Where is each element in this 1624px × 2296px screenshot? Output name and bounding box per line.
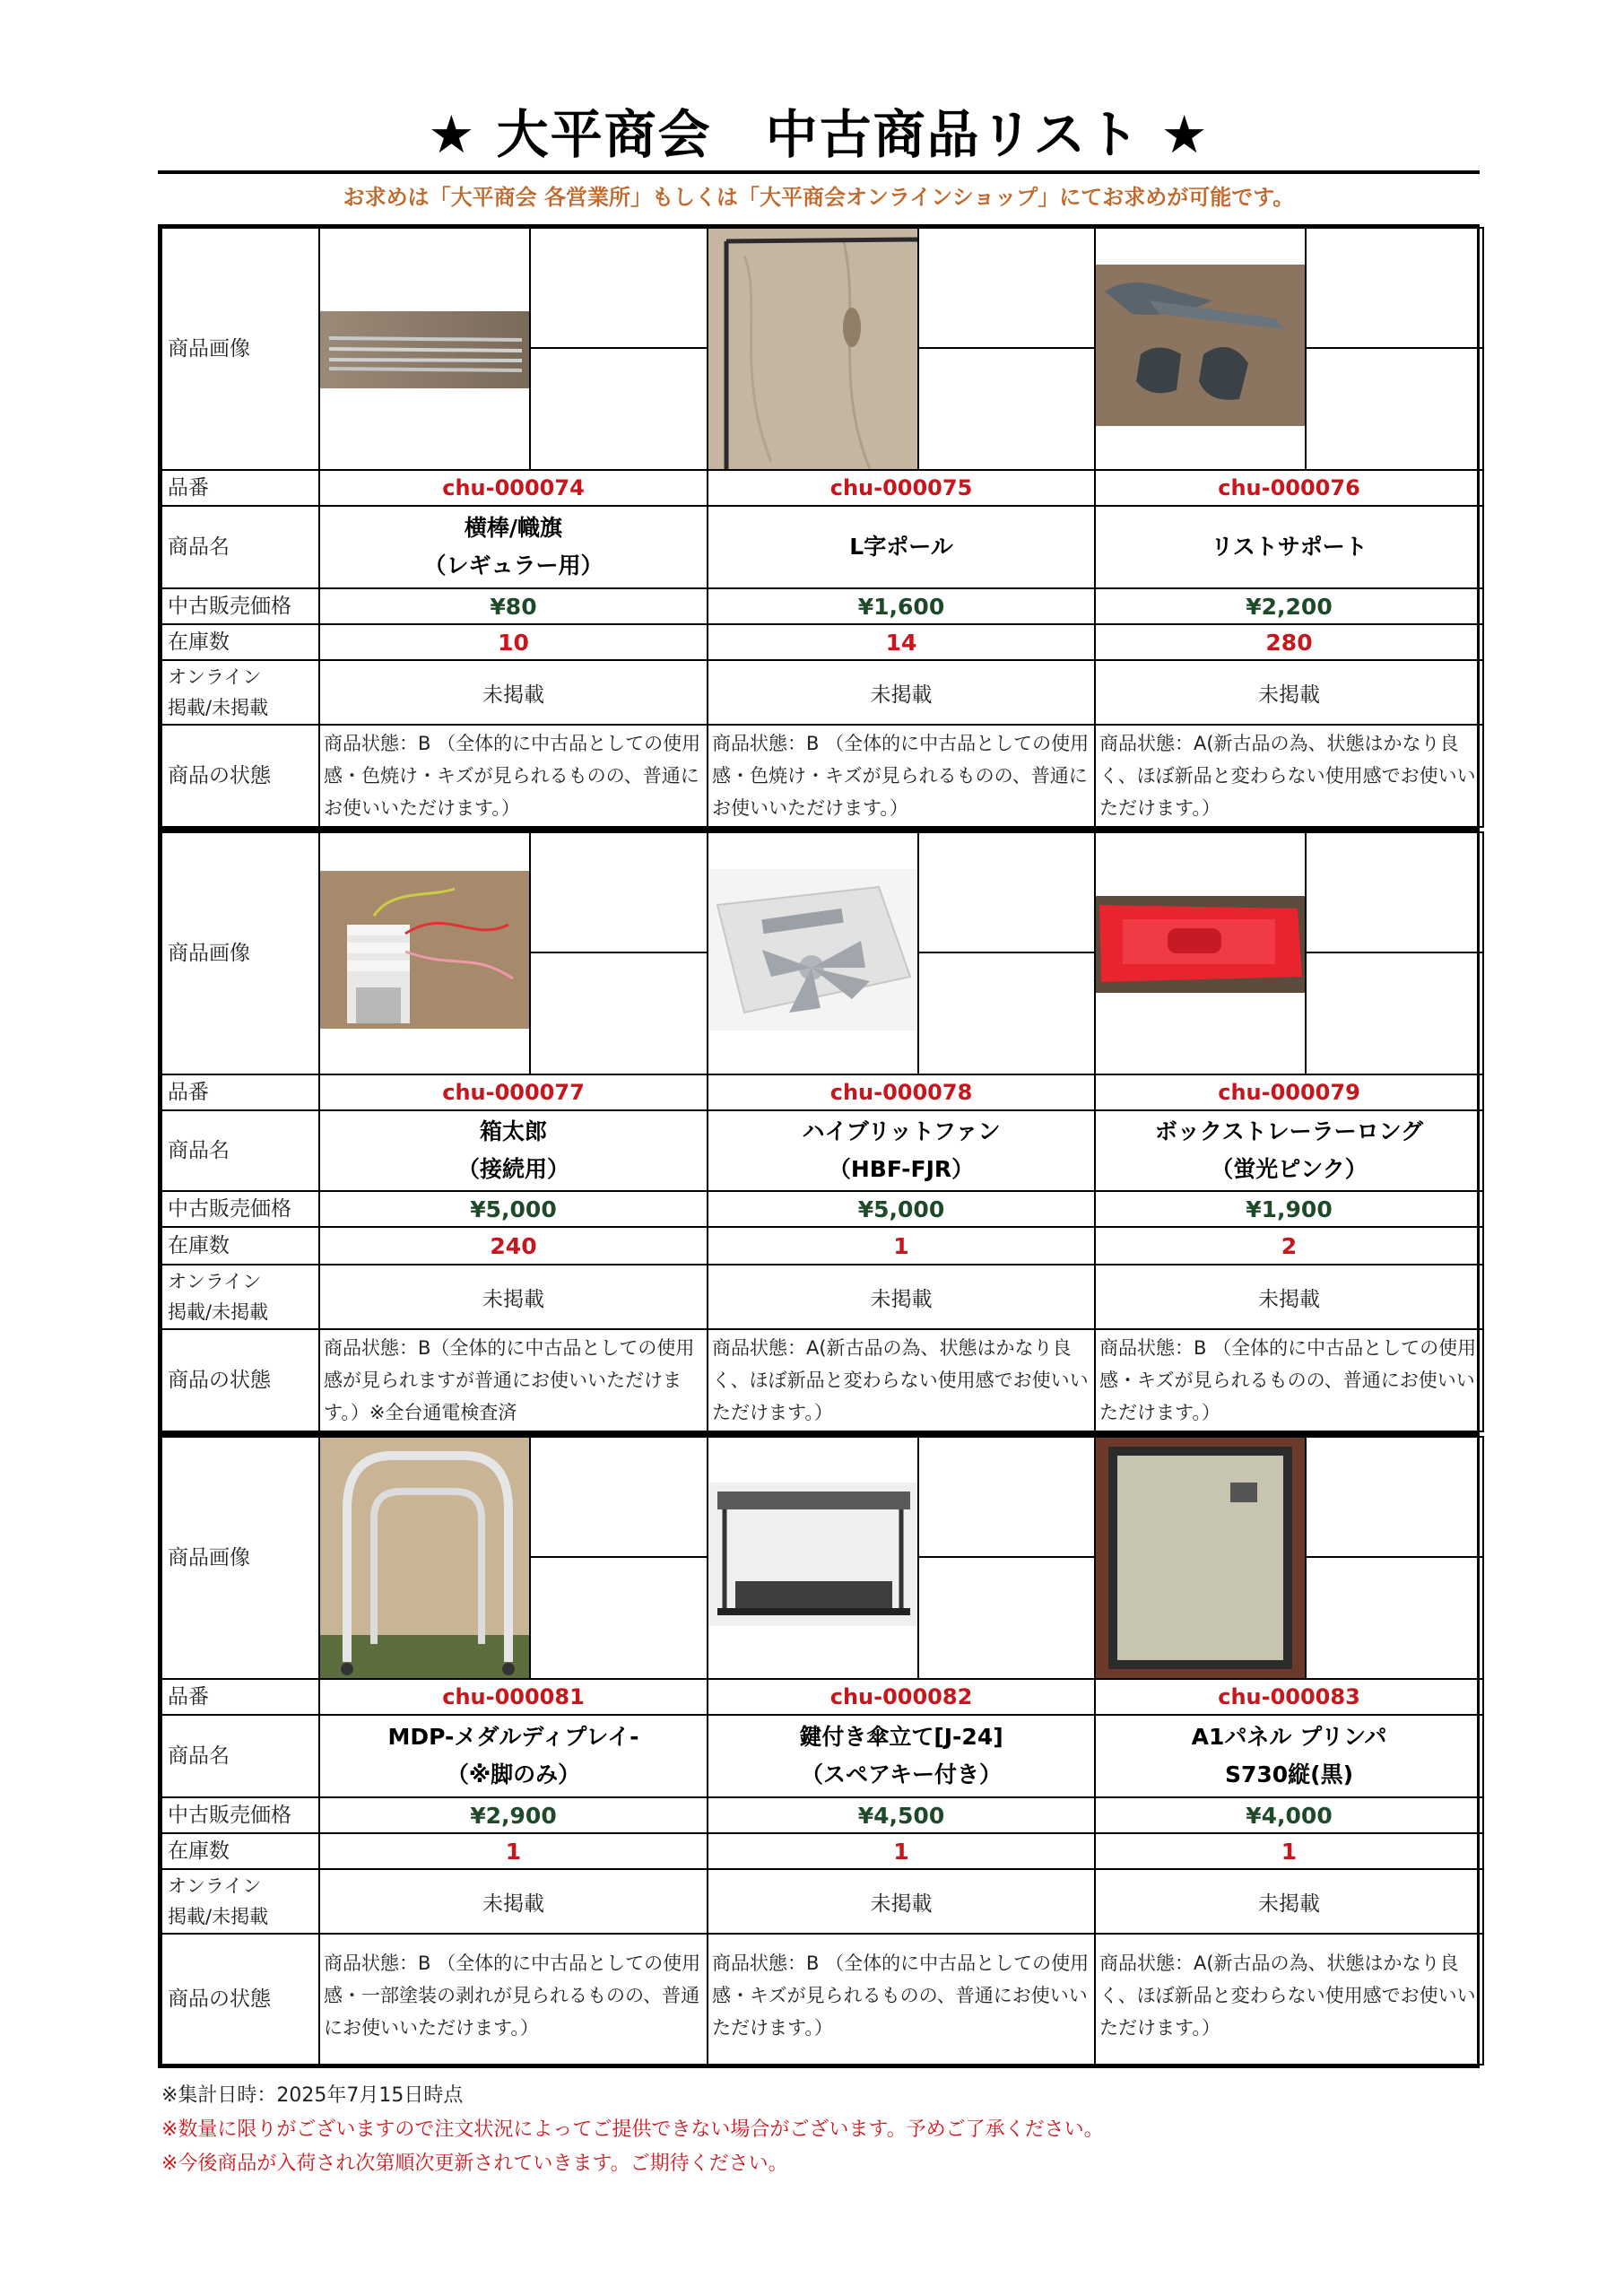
page-subtitle: お求めは「大平商会 各営業所」もしくは「大平商会オンラインショップ」にてお求めが可能です。 bbox=[343, 185, 1295, 210]
product-stock: 1 bbox=[319, 1833, 708, 1869]
product-condition: 商品状態：B（全体的に中古品としての使用感が見られますが普通にお使いいただけます。）※全台通電検査済 bbox=[319, 1329, 708, 1431]
label-name: 商品名 bbox=[161, 1715, 319, 1797]
product-photo-l-pole bbox=[708, 229, 917, 469]
product-block-1 bbox=[158, 224, 1480, 831]
product-code: chu-000081 bbox=[319, 1679, 708, 1715]
product-stock: 240 bbox=[319, 1227, 708, 1265]
note-updates: ※今後商品が入荷され次第順次更新されていきます。ご期待ください。 bbox=[161, 2152, 788, 2175]
label-price: 中古販売価格 bbox=[161, 1191, 319, 1227]
product-stock: 1 bbox=[708, 1833, 1095, 1869]
product-name: ハイブリットファン （HBF-FJR） bbox=[708, 1110, 1095, 1191]
product-photo-hakotaro bbox=[320, 871, 529, 1029]
product-photo-wrist-support bbox=[1096, 265, 1305, 426]
product-condition: 商品状態：A(新古品の為、状態はかなり良く、ほぼ新品と変わらない使用感でお使いいただけます。） bbox=[708, 1329, 1095, 1431]
label-condition: 商品の状態 bbox=[161, 1329, 319, 1431]
product-code: chu-000082 bbox=[708, 1679, 1095, 1715]
product-code: chu-000076 bbox=[1095, 470, 1483, 506]
product-image-cell bbox=[1095, 832, 1483, 1074]
label-stock: 在庫数 bbox=[161, 624, 319, 660]
product-stock: 10 bbox=[319, 624, 708, 660]
product-condition: 商品状態：B （全体的に中古品としての使用感・一部塗装の剥れが見られるものの、普通にお使いいただけます。） bbox=[319, 1934, 708, 2065]
label-image: 商品画像 bbox=[161, 832, 319, 1074]
label-online: オンライン 掲載/未掲載 bbox=[161, 660, 319, 725]
note-limited-quantity: ※数量に限りがございますので注文状況によってご提供できない場合がございます。予めご了承ください。 bbox=[161, 2118, 1104, 2141]
product-online-status: 未掲載 bbox=[319, 1869, 708, 1934]
product-name: ボックストレーラーロング （蛍光ピンク） bbox=[1095, 1110, 1483, 1191]
product-online-status: 未掲載 bbox=[1095, 1265, 1483, 1329]
product-price: ¥2,900 bbox=[319, 1797, 708, 1833]
product-price: ¥2,200 bbox=[1095, 588, 1483, 624]
product-stock: 280 bbox=[1095, 624, 1483, 660]
label-name: 商品名 bbox=[161, 506, 319, 588]
product-condition: 商品状態：B （全体的に中古品としての使用感・キズが見られるものの、普通にお使いいただけます。） bbox=[1095, 1329, 1483, 1431]
product-code: chu-000079 bbox=[1095, 1074, 1483, 1110]
product-price: ¥4,000 bbox=[1095, 1797, 1483, 1833]
product-online-status: 未掲載 bbox=[708, 1869, 1095, 1934]
title-underline bbox=[158, 170, 1480, 174]
product-photo-medal-display bbox=[320, 1438, 529, 1678]
product-online-status: 未掲載 bbox=[1095, 1869, 1483, 1934]
label-online: オンライン 掲載/未掲載 bbox=[161, 1265, 319, 1329]
product-stock: 2 bbox=[1095, 1227, 1483, 1265]
label-name: 商品名 bbox=[161, 1110, 319, 1191]
product-name: L字ポール bbox=[708, 506, 1095, 588]
label-stock: 在庫数 bbox=[161, 1833, 319, 1869]
product-image-cell bbox=[1095, 1437, 1483, 1679]
product-condition: 商品状態：B （全体的に中古品としての使用感・キズが見られるものの、普通にお使いいただけます。） bbox=[708, 1934, 1095, 2065]
label-code: 品番 bbox=[161, 1074, 319, 1110]
label-stock: 在庫数 bbox=[161, 1227, 319, 1265]
product-image-cell bbox=[319, 228, 708, 470]
product-price: ¥1,900 bbox=[1095, 1191, 1483, 1227]
product-condition: 商品状態：B （全体的に中古品としての使用感・色焼け・キズが見られるものの、普通にお使いいただけます。） bbox=[319, 725, 708, 827]
label-price: 中古販売価格 bbox=[161, 588, 319, 624]
product-photo-a1-panel bbox=[1096, 1438, 1305, 1678]
product-stock: 1 bbox=[708, 1227, 1095, 1265]
product-condition: 商品状態：A(新古品の為、状態はかなり良く、ほぼ新品と変わらない使用感でお使いいただけます。） bbox=[1095, 1934, 1483, 2065]
label-image: 商品画像 bbox=[161, 228, 319, 470]
product-name: リストサポート bbox=[1095, 506, 1483, 588]
product-price: ¥5,000 bbox=[708, 1191, 1095, 1227]
product-stock: 1 bbox=[1095, 1833, 1483, 1869]
label-condition: 商品の状態 bbox=[161, 725, 319, 827]
product-image-cell bbox=[319, 832, 708, 1074]
product-image-cell bbox=[708, 832, 1095, 1074]
product-name: A1パネル プリンパ S730縦(黒) bbox=[1095, 1715, 1483, 1797]
product-stock: 14 bbox=[708, 624, 1095, 660]
product-price: ¥1,600 bbox=[708, 588, 1095, 624]
product-online-status: 未掲載 bbox=[319, 1265, 708, 1329]
product-image-cell bbox=[708, 1437, 1095, 1679]
product-code: chu-000077 bbox=[319, 1074, 708, 1110]
label-condition: 商品の状態 bbox=[161, 1934, 319, 2065]
page-title: ★ 大平商会 中古商品リスト ★ bbox=[428, 104, 1210, 165]
product-online-status: 未掲載 bbox=[708, 660, 1095, 725]
product-name: 横棒/幟旗 （レギュラー用） bbox=[319, 506, 708, 588]
label-image: 商品画像 bbox=[161, 1437, 319, 1679]
product-code: chu-000083 bbox=[1095, 1679, 1483, 1715]
product-image-cell bbox=[1095, 228, 1483, 470]
product-price: ¥80 bbox=[319, 588, 708, 624]
product-price: ¥5,000 bbox=[319, 1191, 708, 1227]
product-condition: 商品状態：A(新古品の為、状態はかなり良く、ほぼ新品と変わらない使用感でお使いいただけます。） bbox=[1095, 725, 1483, 827]
product-online-status: 未掲載 bbox=[708, 1265, 1095, 1329]
product-online-status: 未掲載 bbox=[1095, 660, 1483, 725]
product-image-cell bbox=[319, 1437, 708, 1679]
product-name: MDP-メダルディプレイ- （※脚のみ） bbox=[319, 1715, 708, 1797]
label-code: 品番 bbox=[161, 470, 319, 506]
product-price: ¥4,500 bbox=[708, 1797, 1095, 1833]
label-code: 品番 bbox=[161, 1679, 319, 1715]
product-photo-box-trailer bbox=[1096, 896, 1305, 993]
product-photo-umbrella-stand bbox=[708, 1483, 917, 1626]
label-price: 中古販売価格 bbox=[161, 1797, 319, 1833]
product-block-2 bbox=[158, 829, 1480, 1435]
product-online-status: 未掲載 bbox=[319, 660, 708, 725]
footer-notes bbox=[161, 2079, 1471, 2181]
product-condition: 商品状態：B （全体的に中古品としての使用感・色焼け・キズが見られるものの、普通にお使いいただけます。） bbox=[708, 725, 1095, 827]
product-name: 鍵付き傘立て[J-24] （スペアキー付き） bbox=[708, 1715, 1095, 1797]
product-photo-hybrid-fan bbox=[708, 869, 917, 1031]
product-name: 箱太郎 （接続用） bbox=[319, 1110, 708, 1191]
product-photo-crossbars bbox=[320, 311, 529, 388]
product-code: chu-000074 bbox=[319, 470, 708, 506]
product-image-cell bbox=[708, 228, 1095, 470]
note-aggregation-date: ※集計日時：2025年7月15日時点 bbox=[161, 2084, 464, 2107]
label-online: オンライン 掲載/未掲載 bbox=[161, 1869, 319, 1934]
product-block-3 bbox=[158, 1433, 1480, 2068]
product-code: chu-000075 bbox=[708, 470, 1095, 506]
product-code: chu-000078 bbox=[708, 1074, 1095, 1110]
